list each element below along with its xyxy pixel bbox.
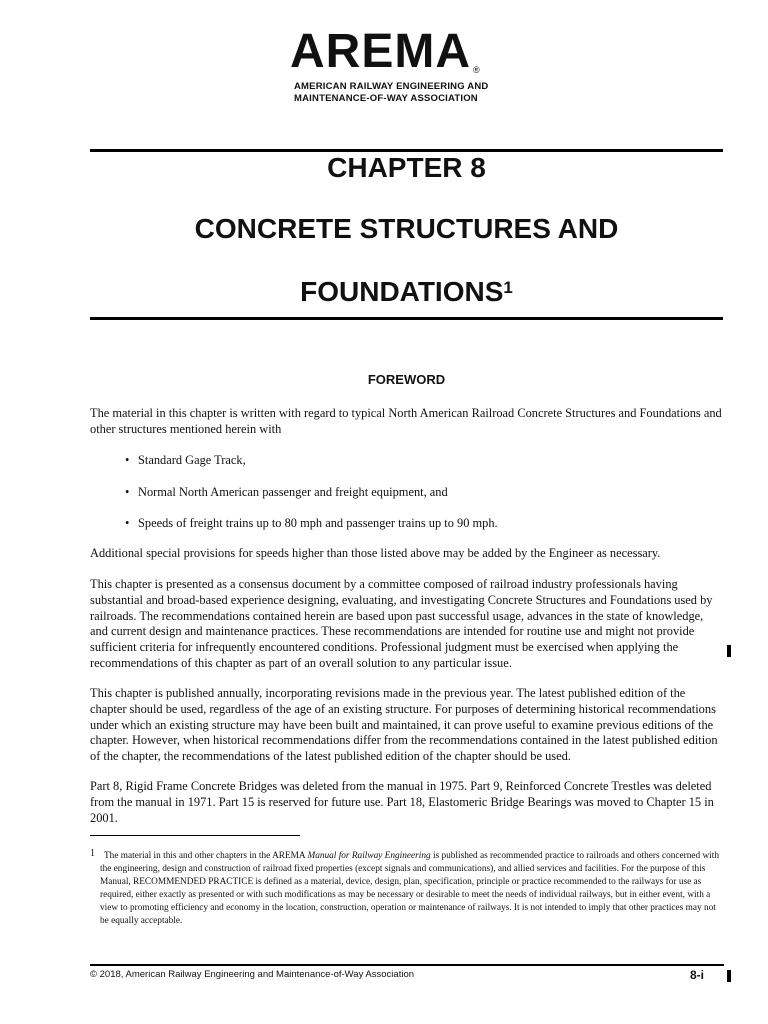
chapter-title-line1: CONCRETE STRUCTURES AND (194, 213, 619, 244)
registered-mark: ® (473, 65, 481, 75)
logo-org-name (294, 81, 522, 105)
bullet-glyph: • (125, 516, 130, 530)
chapter-title-text: FOUNDATIONS (300, 276, 504, 307)
footnote-mark: 1 (90, 848, 95, 859)
bullet-item-track (125, 453, 685, 469)
footer-rule (90, 964, 724, 966)
bullet-text: Standard Gage Track, (138, 453, 246, 467)
para-consensus-document: This chapter is presented as a consensus document by a committee composed of railroad industry professionals having substantial and broad-based experience designing, evaluating, and investigating Concrete Structures and Foundations used by railroads. The recommendations contained herein are based upon past successful usage, advances in the state of knowledge, and current design and maintenance practices. These recommendations are intended for routine use and might not provide sufficient criteria for infrequently encountered conditions. Professional judgment must be exercised when applying the recommendations of this chapter as part of an overall solution to any particular issue. (90, 577, 713, 670)
title-bottom-rule (90, 317, 723, 320)
footnote-text-end: is published as recommended practice to railroads and others concerned with the engineering, design and construction of railroad fixed properties (except signals and communications), and allied services and facilities. For the purpose of this Manual, RECOMMENDED PRACTICE is defined as a material, device, design, plan, specification, principle or practice recommended to the railways for use as required, either exactly as presented or with such modifications as may be necessary or desirable to meet the needs of individual railways, but in either event, with a view to promoting efficiency and economy in the location, construction, operation or maintenance of railways. It is not intended to imply that other practices may not be equally acceptable. (100, 851, 719, 927)
footnote-text-start: The material in this and other chapters in the AREMA (104, 851, 308, 861)
foreword-heading: FOREWORD (367, 372, 446, 387)
bullet-text: Speeds of freight trains up to 80 mph and passenger trains up to 90 mph. (138, 516, 498, 530)
para-deleted-parts: Part 8, Rigid Frame Concrete Bridges was deleted from the manual in 1975. Part 9, Reinforced Concrete Trestles was deleted from the manual in 1971. Part 15 is reserved for future use. Part 18, Elastomeric Bridge Bearings was moved to Chapter 15 in 2001. (90, 779, 714, 825)
chapter-number: CHAPTER 8 (327, 152, 486, 183)
foreword-intro: The material in this chapter is written with regard to typical North American Railroad Concrete Structures and Foundations and other structures mentioned herein with (90, 406, 722, 436)
footer-copyright: © 2018, American Railway Engineering and Maintenance-of-Way Association (90, 969, 415, 980)
chapter-title-line2 (90, 276, 723, 308)
footnote-rule (90, 835, 300, 836)
footnote-text (100, 850, 724, 929)
logo-org-line1: AMERICAN RAILWAY ENGINEERING AND (294, 81, 489, 92)
bullet-item-equipment (125, 485, 685, 501)
revision-change-bar (727, 645, 731, 657)
para-additional-provisions: Additional special provisions for speeds higher than those listed above may be added by the Engineer as necessary. (90, 546, 661, 560)
logo-org-line2: MAINTENANCE-OF-WAY ASSOCIATION (294, 93, 478, 104)
bullet-text: Normal North American passenger and freight equipment, and (138, 485, 448, 499)
footnote-reference[interactable]: 1 (503, 278, 513, 297)
bullet-glyph: • (125, 485, 130, 499)
logo-wordmark (290, 25, 522, 78)
bullet-item-speeds (125, 516, 685, 532)
bullet-glyph: • (125, 453, 130, 467)
footer-change-bar (727, 970, 731, 982)
arema-logo (290, 25, 522, 112)
para-annual-publication: This chapter is published annually, incorporating revisions made in the previous year. The latest published edition of the chapter should be used, regardless of the age of an existing structure. For purposes of determining historical recommendations under which an existing structure may have been built and maintained, it can prove useful to examine previous editions of the chapter. However, when historical recommendations differ from the recommendations contained in the latest published edition of the chapter, the recommendations of the latest published edition of the chapter should be used. (90, 686, 718, 764)
page-number: 8-i (690, 968, 705, 982)
footnote-manual-title: Manual for Railway Engineering (307, 851, 431, 861)
logo-word: AREMA (290, 25, 471, 78)
